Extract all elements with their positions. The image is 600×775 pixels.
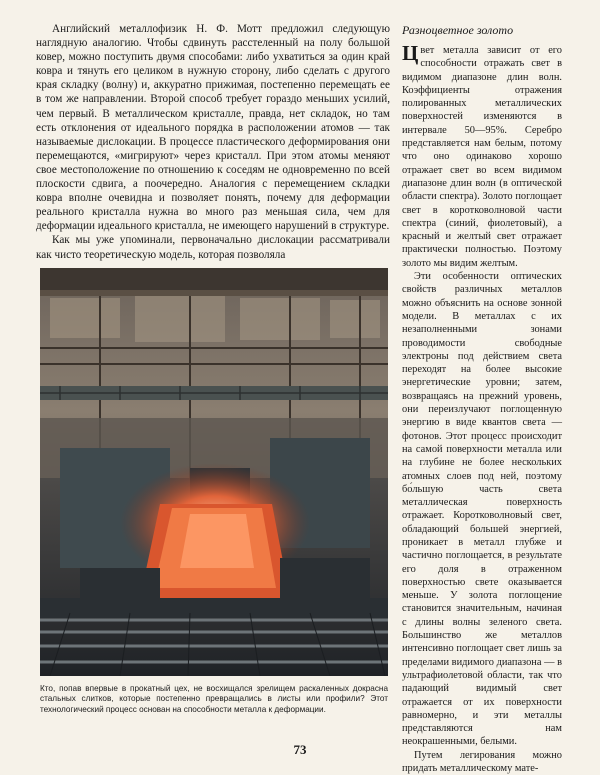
main-paragraph-1: Английский металлофизик Н. Ф. Мотт предложил следующую наглядную аналогию. Чтобы сдвинуть расстеленный на полу большой ковер, можно поступить двумя способами: либо ухватиться за один край ковра и тянуть его целиком в нужную сторону, либо сделать с другого края складку (волну) и, аккуратно прижимая, постепенно перемещать ее в том же направлении. Второй способ требует гораздо меньших усилий, чем первый. В металлическом кристалле, правда, нет складок, но там есть отклонения от идеального порядка в расположении атомов — так называемые дислокации. В процессе пластического деформирования они перемещаются, «мигрируют» через кристалл. При этом атомы меняют свое местоположение по отношению к соседям не одновременно по всей плоскости сдвига, а поочередно. Аналогия с перемещением складки ковра вполне очевидна и позволяет понять, почему для деформации реального кристалла нужна во много раз меньшая сила, чем для деформации идеального кристалла, не имеющего нарушений в структуре.: [36, 23, 390, 233]
drop-cap: Ц: [402, 41, 419, 65]
sidebar-column: [402, 22, 562, 775]
rolling-mill-photo: [40, 268, 388, 676]
sidebar-paragraph-1-text: вет металла зависит от его способности отражать свет в видимом диапазоне длин волн. Коэффициенты отражения полированных металлических поверхностей изменяются в интервале 50—95%. Серебро представляется нам белым, потому что оно одинаково хорошо отражает свет во всем видимом диапазоне длин волн (в оптической области спектра). Золото поглощает свет в коротковолновой части спектра (синий, фиолетовый), а красный и желтый свет отражает практически полностью. Поэтому золото мы видим желтым.: [402, 45, 562, 269]
main-paragraph-2: Как мы уже упоминали, первоначально дислокации рассматривали как чисто теоретическую модель, которая позволяла: [36, 234, 390, 261]
sidebar-paragraph-3: Путем легирования можно придать металлическому мате-: [402, 749, 562, 775]
page-number: 73: [293, 742, 307, 757]
main-text-column: [36, 22, 390, 262]
photo-caption: Кто, попав впервые в прокатный цех, не восхищался зрелищем раскаленных докрасна стальных слитков, которые постепенно превращались в листы или профили? Этот технологический процесс основан на способности металла к деформации.: [40, 684, 388, 714]
sidebar-paragraph-1: [402, 41, 562, 270]
rolling-mill-illustration: [40, 268, 388, 676]
sidebar-title: Разноцветное золото: [402, 23, 514, 37]
sidebar-paragraph-2: Эти особенности оптических свойств различных металлов можно объяснить на основе зонной модели. В металлах с их незаполненными зонами проводимости свободные электроны под действием света переходят на более высокие энергетические уровни; затем, возвращаясь на прежний уровень, они переизлучают поглощенную энергию в виде квантов света — фотонов. Этот процесс происходит на самой поверхности металла или на глубине не более нескольких атомных слоев под ней, поэтому бо́льшую часть света металлическая поверхность отражает. Коротковолновый свет, обладающий большей энергией, проникает в металл глубже и частично поглощается, в результате его доля в отраженном поверхностью свете оказывается меньше. У золота поглощение становится значительным, начиная с длины волны зеленого света. Большинство же металлов интенсивно поглощает свет лишь за пределами видимого диапазона — в ультрафиолетовой области, так что падающий видимый свет отражается от их поверхности равномерно, и эти металлы представляются нам неокрашенными, белыми.: [402, 271, 562, 748]
